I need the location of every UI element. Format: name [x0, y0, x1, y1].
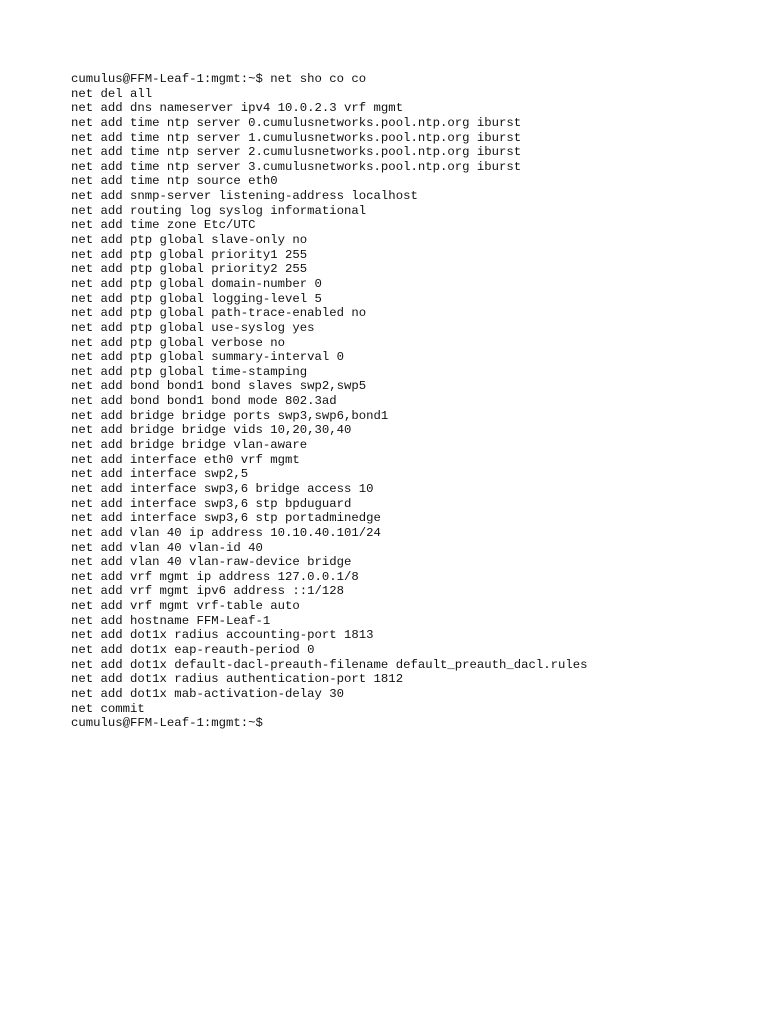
config-line: net add ptp global verbose no [71, 335, 286, 350]
config-line: net add time ntp source eth0 [71, 174, 278, 189]
config-line: net add interface swp2,5 [71, 467, 249, 482]
config-line: net add bridge bridge vids 10,20,30,40 [71, 423, 352, 438]
config-line: net add dns nameserver ipv4 10.0.2.3 vrf mgmt [71, 101, 404, 116]
config-line: net add time ntp server 0.cumulusnetworks.pool.ntp.org iburst [71, 115, 522, 130]
config-line: net add dot1x default-dacl-preauth-filename default_preauth_dacl.rules [71, 657, 588, 672]
config-line: net add vlan 40 vlan-id 40 [71, 540, 263, 555]
config-line: net add ptp global summary-interval 0 [71, 350, 345, 365]
config-line: net add snmp-server listening-address localhost [71, 189, 418, 204]
config-line: net add vrf mgmt ipv6 address ::1/128 [71, 584, 345, 599]
config-line: net add ptp global slave-only no [71, 233, 308, 248]
config-line: net add ptp global logging-level 5 [71, 291, 322, 306]
config-line: net add vrf mgmt ip address 127.0.0.1/8 [71, 569, 359, 584]
config-line: net add bond bond1 bond slaves swp2,swp5 [71, 379, 367, 394]
config-line: net add vlan 40 vlan-raw-device bridge [71, 555, 352, 570]
config-line: net add ptp global use-syslog yes [71, 320, 315, 335]
config-line: net add interface swp3,6 stp bpduguard [71, 496, 352, 511]
config-line: net add bond bond1 bond mode 802.3ad [71, 394, 337, 409]
prompt-line: cumulus@FFM-Leaf-1:mgmt:~$ [71, 716, 263, 731]
config-line: net add vrf mgmt vrf-table auto [71, 599, 300, 614]
config-line: net add ptp global time-stamping [71, 364, 308, 379]
config-line: net add dot1x mab-activation-delay 30 [71, 686, 345, 701]
config-line: net add dot1x eap-reauth-period 0 [71, 642, 315, 657]
config-line: net add ptp global priority1 255 [71, 247, 308, 262]
prompt-command-line: cumulus@FFM-Leaf-1:mgmt:~$ net sho co co [71, 72, 367, 86]
config-line: net add interface eth0 vrf mgmt [71, 452, 300, 467]
config-line: net add interface swp3,6 bridge access 10 [71, 481, 374, 496]
config-line: net del all [71, 86, 153, 101]
config-line: net add time ntp server 2.cumulusnetworks.pool.ntp.org iburst [71, 145, 522, 160]
config-line: net add time ntp server 1.cumulusnetworks.pool.ntp.org iburst [71, 130, 522, 145]
config-line: net add bridge bridge vlan-aware [71, 438, 308, 453]
config-line: net add ptp global priority2 255 [71, 262, 308, 277]
config-line: net add routing log syslog informational [71, 203, 367, 218]
config-line: net add dot1x radius authentication-port 1812 [71, 672, 404, 687]
config-line: net add ptp global path-trace-enabled no [71, 306, 367, 321]
terminal-output [71, 72, 751, 731]
config-line: net add time zone Etc/UTC [71, 218, 256, 233]
config-line: net add bridge bridge ports swp3,swp6,bond1 [71, 408, 389, 423]
config-line: net add time ntp server 3.cumulusnetworks.pool.ntp.org iburst [71, 159, 522, 174]
config-line: net commit [71, 701, 145, 716]
config-line: net add dot1x radius accounting-port 1813 [71, 628, 374, 643]
config-line: net add interface swp3,6 stp portadminedge [71, 511, 381, 526]
config-line: net add vlan 40 ip address 10.10.40.101/24 [71, 525, 381, 540]
config-line: net add hostname FFM-Leaf-1 [71, 613, 271, 628]
config-line: net add ptp global domain-number 0 [71, 276, 322, 291]
